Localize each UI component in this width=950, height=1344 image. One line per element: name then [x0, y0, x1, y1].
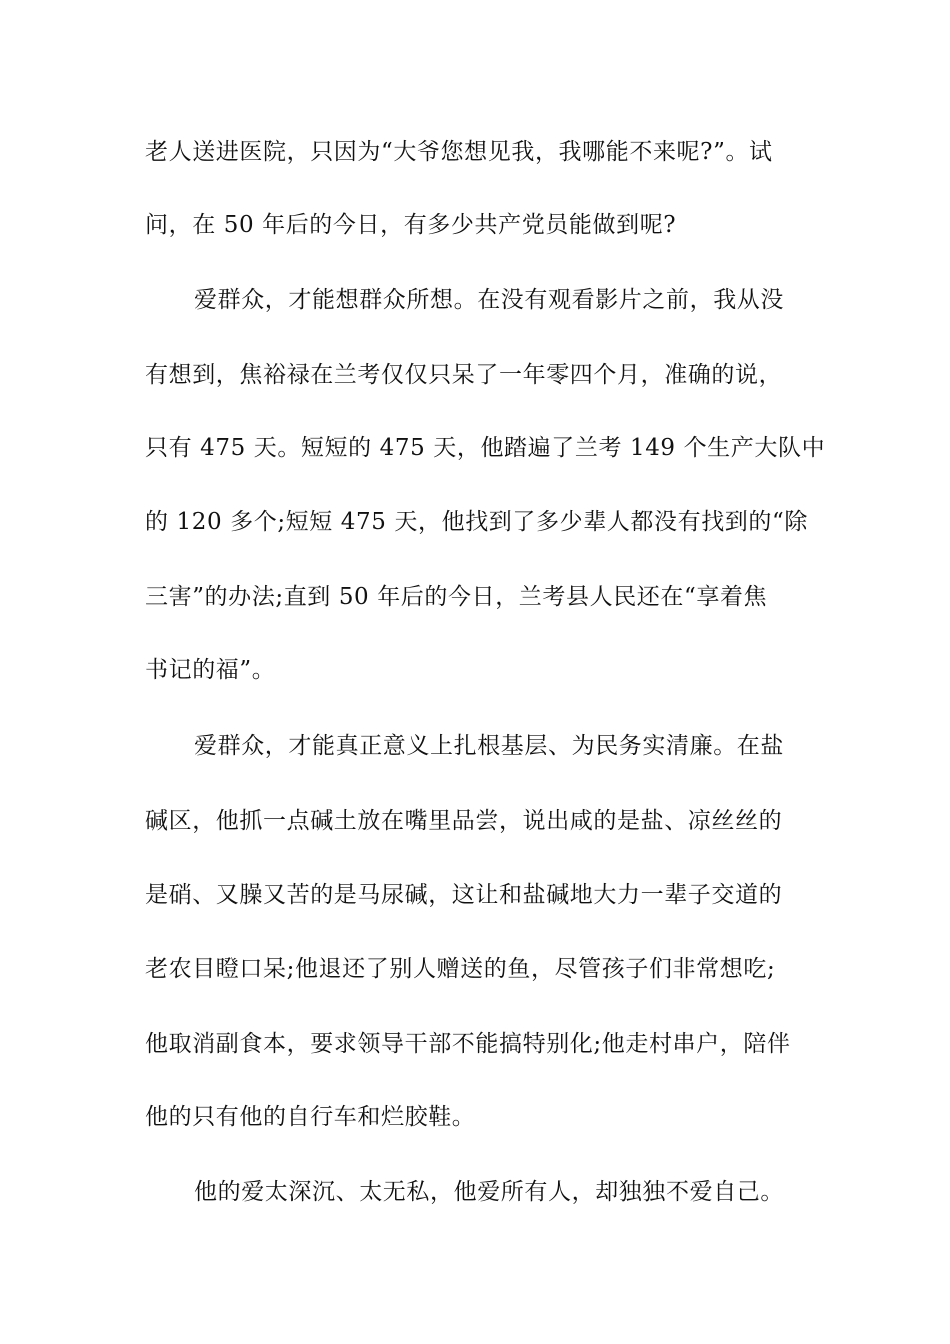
paragraph-2-line-5: 三害”的办法;直到 50 年后的今日，兰考县人民还在“享着焦	[145, 584, 768, 610]
paragraph-3-line-6: 他的只有他的自行车和烂胶鞋。	[145, 1104, 476, 1130]
paragraph-4-line-1: 他的爱太深沉、太无私，他爱所有人，却独独不爱自己。	[194, 1179, 784, 1205]
paragraph-2-line-3: 只有 475 天。短短的 475 天，他踏遍了兰考 149 个生产大队中	[145, 435, 826, 461]
paragraph-3-line-4: 老农目瞪口呆;他退还了别人赠送的鱼，尽管孩子们非常想吃;	[145, 956, 776, 982]
paragraph-2-line-6: 书记的福”。	[145, 657, 276, 683]
paragraph-3-line-3: 是硝、又臊又苦的是马尿碱，这让和盐碱地大力一辈子交道的	[145, 882, 783, 908]
paragraph-2-line-1: 爱群众，才能想群众所想。在没有观看影片之前，我从没	[194, 287, 784, 313]
paragraph-2-line-2: 有想到，焦裕禄在兰考仅仅只呆了一年零四个月，准确的说，	[145, 362, 783, 388]
paragraph-2-line-4: 的 120 多个;短短 475 天，他找到了多少辈人都没有找到的“除	[145, 509, 808, 535]
paragraph-3-line-5: 他取消副食本，要求领导干部不能搞特别化;他走村串户，陪伴	[145, 1031, 791, 1057]
paragraph-3-line-1: 爱群众，才能真正意义上扎根基层、为民务实清廉。在盐	[194, 733, 784, 759]
text-line-1: 老人送进医院，只因为“大爷您想见我，我哪能不来呢?”。试	[145, 139, 773, 165]
text-line-2: 问，在 50 年后的今日，有多少共产党员能做到呢?	[145, 212, 677, 238]
paragraph-3-line-2: 碱区，他抓一点碱土放在嘴里品尝，说出咸的是盐、凉丝丝的	[145, 808, 783, 834]
